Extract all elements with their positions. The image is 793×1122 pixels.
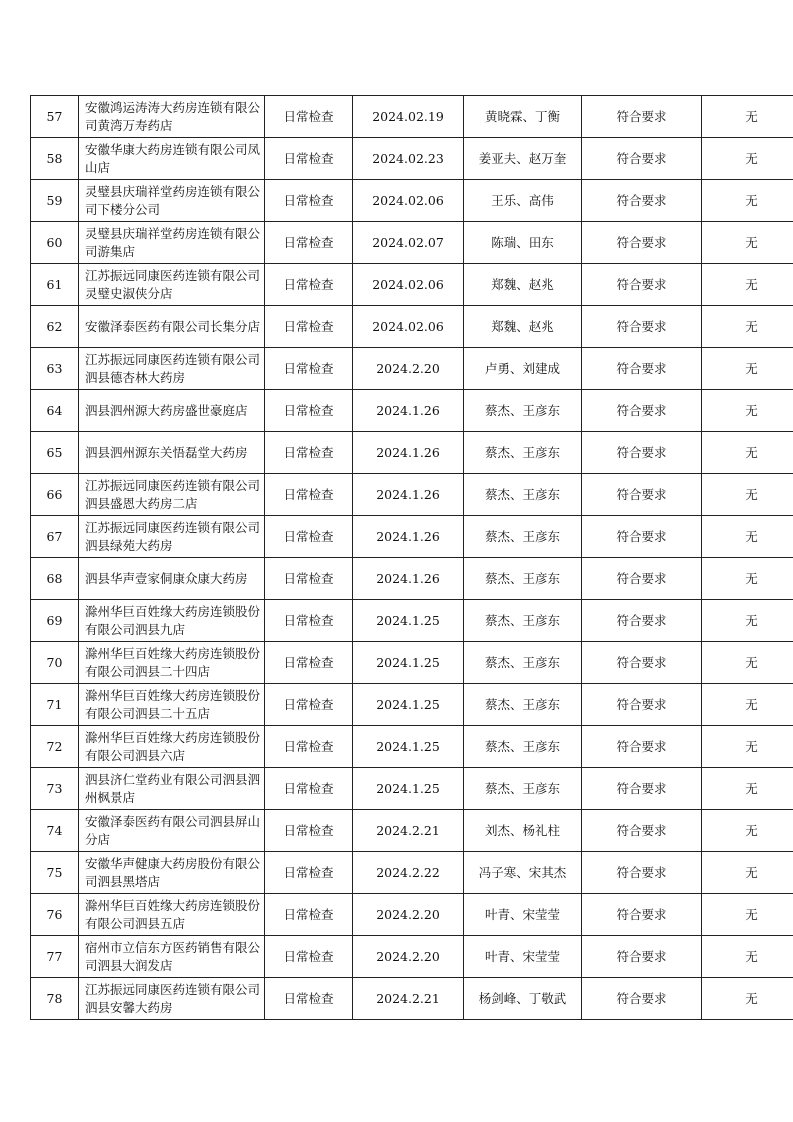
inspection-type-cell: 日常检查 <box>265 936 353 978</box>
table-row <box>31 348 793 390</box>
result-cell: 符合要求 <box>582 558 702 600</box>
issues-cell: 无 <box>702 558 793 600</box>
inspection-date-cell: 2024.1.26 <box>353 474 464 516</box>
result-cell: 符合要求 <box>582 474 702 516</box>
table-row <box>31 306 793 348</box>
inspectors-cell: 蔡杰、王彦东 <box>464 642 582 684</box>
store-name-cell: 灵璧县庆瑞祥堂药房连锁有限公司下楼分公司 <box>79 180 265 222</box>
issues-cell: 无 <box>702 222 793 264</box>
row-number-cell: 63 <box>31 348 79 390</box>
table-body <box>31 96 793 1020</box>
issues-cell: 无 <box>702 852 793 894</box>
table-row <box>31 264 793 306</box>
issues-cell: 无 <box>702 726 793 768</box>
row-number-cell: 67 <box>31 516 79 558</box>
inspection-date-cell: 2024.1.26 <box>353 558 464 600</box>
inspectors-cell: 王乐、高伟 <box>464 180 582 222</box>
inspection-date-cell: 2024.02.23 <box>353 138 464 180</box>
inspectors-cell: 姜亚夫、赵万奎 <box>464 138 582 180</box>
inspection-type-cell: 日常检查 <box>265 348 353 390</box>
row-number-cell: 66 <box>31 474 79 516</box>
inspection-type-cell: 日常检查 <box>265 726 353 768</box>
row-number-cell: 62 <box>31 306 79 348</box>
row-number-cell: 70 <box>31 642 79 684</box>
issues-cell: 无 <box>702 768 793 810</box>
store-name-cell: 安徽华声健康大药房股份有限公司泗县黑塔店 <box>79 852 265 894</box>
row-number-cell: 75 <box>31 852 79 894</box>
inspection-type-cell: 日常检查 <box>265 978 353 1020</box>
row-number-cell: 64 <box>31 390 79 432</box>
inspection-type-cell: 日常检查 <box>265 894 353 936</box>
inspection-date-cell: 2024.1.26 <box>353 432 464 474</box>
store-name-cell: 江苏振远同康医药连锁有限公司泗县德杏林大药房 <box>79 348 265 390</box>
inspectors-cell: 郑魏、赵兆 <box>464 306 582 348</box>
inspection-type-cell: 日常检查 <box>265 180 353 222</box>
inspection-type-cell: 日常检查 <box>265 684 353 726</box>
inspection-date-cell: 2024.1.25 <box>353 684 464 726</box>
table-row <box>31 390 793 432</box>
issues-cell: 无 <box>702 348 793 390</box>
inspection-type-cell: 日常检查 <box>265 96 353 138</box>
inspection-date-cell: 2024.2.20 <box>353 936 464 978</box>
store-name-cell: 江苏振远同康医药连锁有限公司泗县安馨大药房 <box>79 978 265 1020</box>
row-number-cell: 78 <box>31 978 79 1020</box>
table-row <box>31 558 793 600</box>
inspection-date-cell: 2024.02.06 <box>353 180 464 222</box>
table-row <box>31 432 793 474</box>
inspection-date-cell: 2024.2.20 <box>353 348 464 390</box>
inspection-date-cell: 2024.2.21 <box>353 978 464 1020</box>
issues-cell: 无 <box>702 600 793 642</box>
store-name-cell: 滁州华巨百姓缘大药房连锁股份有限公司泗县二十五店 <box>79 684 265 726</box>
inspection-type-cell: 日常检查 <box>265 642 353 684</box>
inspectors-cell: 叶青、宋莹莹 <box>464 894 582 936</box>
inspectors-cell: 蔡杰、王彦东 <box>464 600 582 642</box>
inspection-type-cell: 日常检查 <box>265 138 353 180</box>
result-cell: 符合要求 <box>582 264 702 306</box>
row-number-cell: 72 <box>31 726 79 768</box>
store-name-cell: 安徽鸿运涛涛大药房连锁有限公司黄湾万寿药店 <box>79 96 265 138</box>
inspection-date-cell: 2024.1.25 <box>353 768 464 810</box>
issues-cell: 无 <box>702 264 793 306</box>
row-number-cell: 73 <box>31 768 79 810</box>
inspection-date-cell: 2024.2.21 <box>353 810 464 852</box>
table-row <box>31 222 793 264</box>
result-cell: 符合要求 <box>582 852 702 894</box>
store-name-cell: 江苏振远同康医药连锁有限公司灵璧史淑侠分店 <box>79 264 265 306</box>
result-cell: 符合要求 <box>582 768 702 810</box>
store-name-cell: 泗县泗州源大药房盛世豪庭店 <box>79 390 265 432</box>
inspection-date-cell: 2024.1.25 <box>353 726 464 768</box>
inspectors-cell: 郑魏、赵兆 <box>464 264 582 306</box>
inspectors-cell: 蔡杰、王彦东 <box>464 474 582 516</box>
result-cell: 符合要求 <box>582 600 702 642</box>
inspectors-cell: 蔡杰、王彦东 <box>464 432 582 474</box>
inspection-date-cell: 2024.02.06 <box>353 264 464 306</box>
store-name-cell: 滁州华巨百姓缘大药房连锁股份有限公司泗县九店 <box>79 600 265 642</box>
inspection-date-cell: 2024.2.20 <box>353 894 464 936</box>
row-number-cell: 59 <box>31 180 79 222</box>
store-name-cell: 泗县济仁堂药业有限公司泗县泗州枫景店 <box>79 768 265 810</box>
issues-cell: 无 <box>702 978 793 1020</box>
inspectors-cell: 叶青、宋莹莹 <box>464 936 582 978</box>
table-row <box>31 852 793 894</box>
inspection-type-cell: 日常检查 <box>265 558 353 600</box>
table-row <box>31 726 793 768</box>
inspection-type-cell: 日常检查 <box>265 474 353 516</box>
inspection-type-cell: 日常检查 <box>265 852 353 894</box>
issues-cell: 无 <box>702 306 793 348</box>
inspection-type-cell: 日常检查 <box>265 306 353 348</box>
table-row <box>31 138 793 180</box>
result-cell: 符合要求 <box>582 684 702 726</box>
table-row <box>31 516 793 558</box>
inspection-type-cell: 日常检查 <box>265 768 353 810</box>
issues-cell: 无 <box>702 810 793 852</box>
result-cell: 符合要求 <box>582 726 702 768</box>
result-cell: 符合要求 <box>582 390 702 432</box>
issues-cell: 无 <box>702 516 793 558</box>
result-cell: 符合要求 <box>582 138 702 180</box>
inspection-type-cell: 日常检查 <box>265 390 353 432</box>
inspectors-cell: 蔡杰、王彦东 <box>464 516 582 558</box>
store-name-cell: 泗县华声壹家侗康众康大药房 <box>79 558 265 600</box>
inspectors-cell: 蔡杰、王彦东 <box>464 726 582 768</box>
result-cell: 符合要求 <box>582 516 702 558</box>
inspection-type-cell: 日常检查 <box>265 264 353 306</box>
issues-cell: 无 <box>702 390 793 432</box>
inspectors-cell: 卢勇、刘建成 <box>464 348 582 390</box>
row-number-cell: 61 <box>31 264 79 306</box>
issues-cell: 无 <box>702 432 793 474</box>
row-number-cell: 58 <box>31 138 79 180</box>
result-cell: 符合要求 <box>582 180 702 222</box>
inspection-type-cell: 日常检查 <box>265 516 353 558</box>
issues-cell: 无 <box>702 894 793 936</box>
table-row <box>31 810 793 852</box>
result-cell: 符合要求 <box>582 348 702 390</box>
row-number-cell: 74 <box>31 810 79 852</box>
table-row <box>31 642 793 684</box>
inspection-type-cell: 日常检查 <box>265 600 353 642</box>
result-cell: 符合要求 <box>582 222 702 264</box>
result-cell: 符合要求 <box>582 642 702 684</box>
row-number-cell: 57 <box>31 96 79 138</box>
inspection-date-cell: 2024.2.22 <box>353 852 464 894</box>
issues-cell: 无 <box>702 474 793 516</box>
inspection-type-cell: 日常检查 <box>265 810 353 852</box>
row-number-cell: 68 <box>31 558 79 600</box>
row-number-cell: 77 <box>31 936 79 978</box>
table-row <box>31 684 793 726</box>
store-name-cell: 安徽华康大药房连锁有限公司凤山店 <box>79 138 265 180</box>
store-name-cell: 滁州华巨百姓缘大药房连锁股份有限公司泗县二十四店 <box>79 642 265 684</box>
issues-cell: 无 <box>702 936 793 978</box>
row-number-cell: 76 <box>31 894 79 936</box>
inspectors-cell: 陈瑞、田东 <box>464 222 582 264</box>
store-name-cell: 江苏振远同康医药连锁有限公司泗县盛恩大药房二店 <box>79 474 265 516</box>
table-row <box>31 936 793 978</box>
inspection-type-cell: 日常检查 <box>265 432 353 474</box>
store-name-cell: 安徽泽泰医药有限公司长集分店 <box>79 306 265 348</box>
inspection-date-cell: 2024.02.19 <box>353 96 464 138</box>
inspection-date-cell: 2024.1.25 <box>353 600 464 642</box>
inspectors-cell: 杨剑峰、丁敬武 <box>464 978 582 1020</box>
inspectors-cell: 刘杰、杨礼柱 <box>464 810 582 852</box>
inspectors-cell: 蔡杰、王彦东 <box>464 684 582 726</box>
issues-cell: 无 <box>702 642 793 684</box>
table-row <box>31 96 793 138</box>
result-cell: 符合要求 <box>582 978 702 1020</box>
table-row <box>31 600 793 642</box>
result-cell: 符合要求 <box>582 894 702 936</box>
table-row <box>31 768 793 810</box>
issues-cell: 无 <box>702 684 793 726</box>
row-number-cell: 71 <box>31 684 79 726</box>
inspection-type-cell: 日常检查 <box>265 222 353 264</box>
store-name-cell: 宿州市立信东方医药销售有限公司泗县大润发店 <box>79 936 265 978</box>
result-cell: 符合要求 <box>582 936 702 978</box>
store-name-cell: 江苏振远同康医药连锁有限公司泗县绿苑大药房 <box>79 516 265 558</box>
inspection-date-cell: 2024.1.25 <box>353 642 464 684</box>
inspection-date-cell: 2024.02.06 <box>353 306 464 348</box>
inspectors-cell: 黄晓霖、丁衡 <box>464 96 582 138</box>
row-number-cell: 60 <box>31 222 79 264</box>
table-row <box>31 180 793 222</box>
inspectors-cell: 蔡杰、王彦东 <box>464 558 582 600</box>
store-name-cell: 灵璧县庆瑞祥堂药房连锁有限公司游集店 <box>79 222 265 264</box>
inspectors-cell: 蔡杰、王彦东 <box>464 768 582 810</box>
table-row <box>31 978 793 1020</box>
result-cell: 符合要求 <box>582 96 702 138</box>
inspectors-cell: 冯子寒、宋其杰 <box>464 852 582 894</box>
inspection-date-cell: 2024.02.07 <box>353 222 464 264</box>
inspectors-cell: 蔡杰、王彦东 <box>464 390 582 432</box>
store-name-cell: 安徽泽泰医药有限公司泗县屏山分店 <box>79 810 265 852</box>
row-number-cell: 65 <box>31 432 79 474</box>
store-name-cell: 滁州华巨百姓缘大药房连锁股份有限公司泗县五店 <box>79 894 265 936</box>
issues-cell: 无 <box>702 138 793 180</box>
issues-cell: 无 <box>702 180 793 222</box>
result-cell: 符合要求 <box>582 810 702 852</box>
store-name-cell: 滁州华巨百姓缘大药房连锁股份有限公司泗县六店 <box>79 726 265 768</box>
issues-cell: 无 <box>702 96 793 138</box>
row-number-cell: 69 <box>31 600 79 642</box>
table-row <box>31 474 793 516</box>
store-name-cell: 泗县泗州源东关悟磊堂大药房 <box>79 432 265 474</box>
result-cell: 符合要求 <box>582 306 702 348</box>
table-row <box>31 894 793 936</box>
inspection-date-cell: 2024.1.26 <box>353 390 464 432</box>
result-cell: 符合要求 <box>582 432 702 474</box>
inspection-date-cell: 2024.1.26 <box>353 516 464 558</box>
inspection-table <box>30 95 793 1020</box>
